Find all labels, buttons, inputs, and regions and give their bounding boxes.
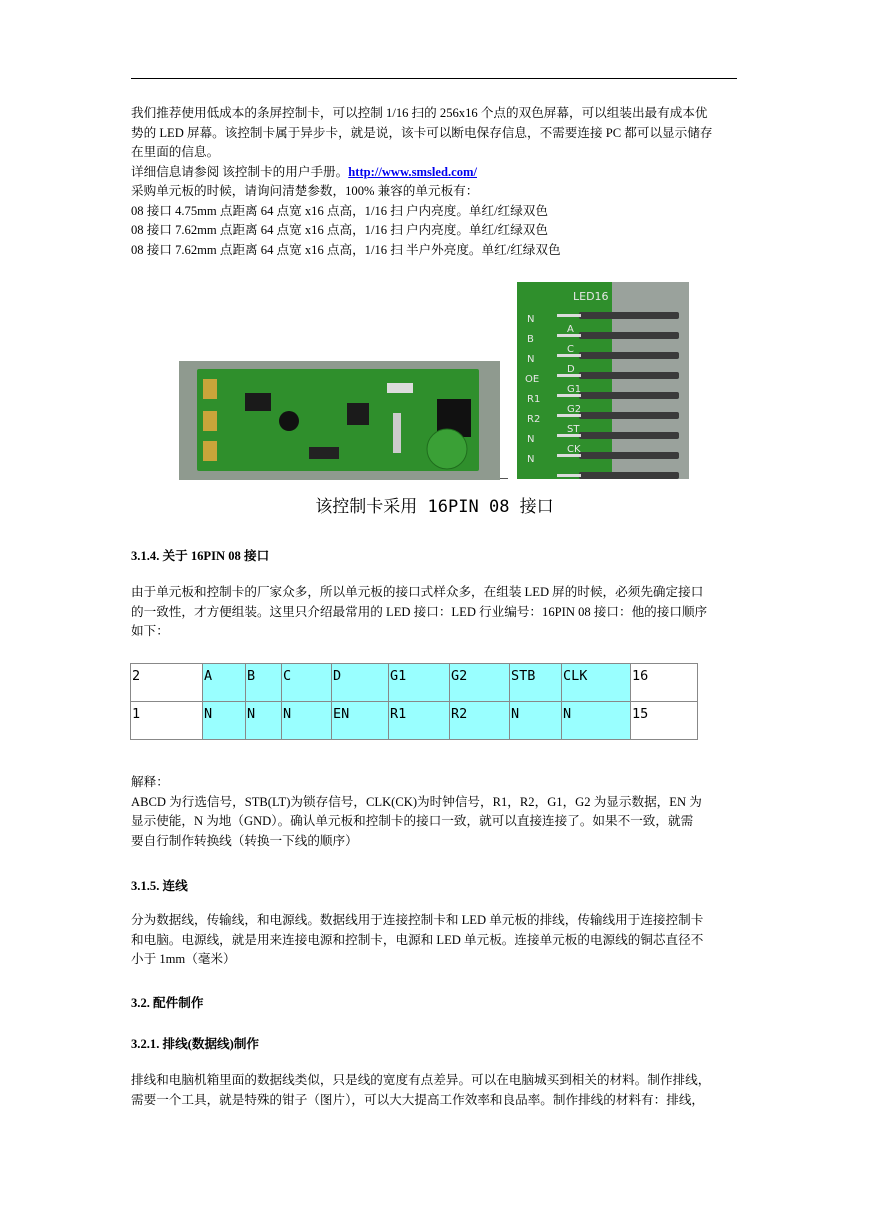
table-cell: N bbox=[203, 702, 246, 740]
pcb-board bbox=[197, 369, 479, 471]
table-cell: 16 bbox=[631, 664, 698, 702]
connector-pin bbox=[579, 412, 679, 419]
table-cell: A bbox=[203, 664, 246, 702]
table-row bbox=[131, 664, 698, 702]
intro-line: 在里面的信息。 bbox=[131, 145, 220, 159]
connector-pin bbox=[579, 312, 679, 319]
table-row bbox=[131, 702, 698, 740]
table-cell: N bbox=[510, 702, 562, 740]
connector-pin-lead bbox=[557, 314, 581, 317]
paragraph-line: 排线和电脑机箱里面的数据线类似，只是线的宽度有点差异。可以在电脑城买到相关的材料。制作排线， bbox=[131, 1073, 711, 1087]
section-heading-3-2-1: 3.2.1. 排线(数据线)制作 bbox=[131, 1037, 260, 1051]
pin-label-left: N bbox=[527, 434, 535, 445]
connector-pin bbox=[579, 332, 679, 339]
pin-table bbox=[130, 663, 698, 740]
connector-label: LED16 bbox=[573, 290, 609, 303]
connector-pin bbox=[579, 452, 679, 459]
connector-pin bbox=[579, 352, 679, 359]
connector-pins bbox=[517, 282, 689, 479]
paragraph-line: 和电脑。电源线，就是用来连接电源和控制卡，电源和 LED 单元板。连接单元板的电源线的铜芯直径不 bbox=[131, 932, 704, 947]
section-heading-3-2: 3.2. 配件制作 bbox=[131, 996, 204, 1010]
note-line: ABCD 为行选信号，STB(LT)为锁存信号，CLK(CK)为时钟信号，R1，R2，G1，G2 为显示数据，EN 为 bbox=[131, 794, 702, 809]
pin-label-left: B bbox=[527, 334, 534, 345]
pin-label-right: D bbox=[567, 364, 575, 375]
table-cell: G2 bbox=[450, 664, 510, 702]
controller-card-photo bbox=[179, 361, 500, 480]
paragraph-line: 分为数据线，传输线，和电源线。数据线用于连接控制卡和 LED 单元板的排线，传输线用于连接控制卡 bbox=[131, 913, 704, 927]
pin-label-right: G1 bbox=[567, 384, 582, 395]
pin-label-right: ST bbox=[567, 424, 580, 435]
intro-line: 势的 LED 屏幕。该控制卡属于异步卡，就是说，该卡可以断电保存信息，不需要连接 PC 都可以显示储存 bbox=[131, 125, 713, 140]
connector-pin bbox=[579, 472, 679, 479]
connector-pin bbox=[579, 432, 679, 439]
paragraph-line: 的一致性，才方便组装。这里只介绍最常用的 LED 接口：LED 行业编号：16PIN 08 接口：他的接口顺序 bbox=[131, 604, 708, 619]
connector-pin bbox=[579, 372, 679, 379]
compat-item: 08 接口 7.62mm 点距离 64 点宽 x16 点高，1/16 扫 半户外亮度。单红/红绿双色 bbox=[131, 242, 561, 257]
header-rule bbox=[131, 78, 737, 79]
table-cell: 15 bbox=[631, 702, 698, 740]
table-cell: B bbox=[246, 664, 282, 702]
pin-label-left: N bbox=[527, 354, 535, 365]
section-3-1-4-text bbox=[131, 583, 737, 642]
connector-closeup-photo bbox=[517, 282, 689, 479]
note-block bbox=[131, 773, 737, 851]
paragraph-line: 如下： bbox=[131, 624, 169, 638]
connector-pin-lead bbox=[557, 474, 581, 477]
table-cell: N bbox=[562, 702, 631, 740]
pin-label-left: N bbox=[527, 454, 535, 465]
manual-link[interactable]: http://www.smsled.com/ bbox=[348, 164, 477, 179]
paragraph-line: 需要一个工具，就是特殊的钳子（图片），可以大大提高工作效率和良品率。制作排线的材料有：排线， bbox=[131, 1092, 705, 1107]
table-cell: D bbox=[332, 664, 389, 702]
section-heading-3-1-4: 3.1.4. 关于 16PIN 08 接口 bbox=[131, 549, 270, 563]
note-title: 解释： bbox=[131, 775, 169, 789]
paragraph-line: 小于 1mm（毫米） bbox=[131, 952, 236, 966]
note-line: 要自行制作转换线（转换一下线的顺序） bbox=[131, 833, 358, 848]
table-cell: R2 bbox=[450, 702, 510, 740]
figure-caption: 该控制卡采用 16PIN 08 接口 bbox=[315, 497, 554, 517]
compat-item: 08 接口 4.75mm 点距离 64 点宽 x16 点高，1/16 扫 户内亮度。单红/红绿双色 bbox=[131, 203, 548, 218]
table-cell: EN bbox=[332, 702, 389, 740]
note-line: 显示使能，N 为地（GND）。确认单元板和控制卡的接口一致，就可以直接连接了。如果不一致，就需 bbox=[131, 814, 694, 828]
manual-prefix: 详细信息请参阅 该控制卡的用户手册。 bbox=[131, 164, 349, 179]
image-divider bbox=[500, 478, 508, 479]
table-cell: CLK bbox=[562, 664, 631, 702]
pin-label-left: N bbox=[527, 314, 535, 325]
pin-label-left: R1 bbox=[527, 394, 541, 405]
table-cell: G1 bbox=[389, 664, 450, 702]
pin-label-right: CK bbox=[567, 444, 581, 455]
table-cell: 2 bbox=[131, 664, 203, 702]
compat-item: 08 接口 7.62mm 点距离 64 点宽 x16 点高，1/16 扫 户内亮度。单红/红绿双色 bbox=[131, 223, 548, 237]
table-cell: C bbox=[282, 664, 332, 702]
section-heading-3-1-5: 3.1.5. 连线 bbox=[131, 879, 188, 893]
table-cell: R1 bbox=[389, 702, 450, 740]
compat-intro: 采购单元板的时候，请询问清楚参数，100% 兼容的单元板有： bbox=[131, 184, 479, 198]
connector-pin bbox=[579, 392, 679, 399]
manual-reference bbox=[131, 163, 737, 183]
intro-paragraph bbox=[131, 104, 737, 260]
paragraph-line: 由于单元板和控制卡的厂家众多，所以单元板的接口式样众多，在组装 LED 屏的时候，必须先确定接口 bbox=[131, 585, 704, 599]
table-cell: N bbox=[282, 702, 332, 740]
pin-label-right: C bbox=[567, 344, 574, 355]
table-cell: N bbox=[246, 702, 282, 740]
pin-label-right: G2 bbox=[567, 404, 582, 415]
section-3-1-5-text bbox=[131, 911, 737, 970]
pin-label-left: OE bbox=[525, 374, 540, 385]
table-cell: STB bbox=[510, 664, 562, 702]
section-3-2-1-text bbox=[131, 1071, 737, 1110]
intro-line: 我们推荐使用低成本的条屏控制卡，可以控制 1/16 扫的 256x16 个点的双色屏幕，可以组装出最有成本优 bbox=[131, 106, 708, 120]
pcb-components bbox=[197, 369, 479, 471]
pin-label-right: A bbox=[567, 324, 574, 335]
pin-label-left: R2 bbox=[527, 414, 541, 425]
table-cell: 1 bbox=[131, 702, 203, 740]
